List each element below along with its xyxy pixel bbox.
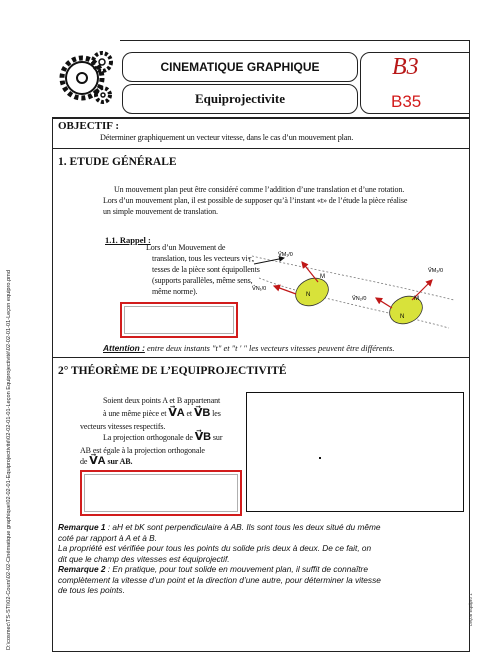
vector-va-2: V⃗A [89,455,106,467]
label-vn2: V⃗N₂/0 [352,296,367,302]
remark-2-line-1 [58,564,468,575]
subtitle-box [122,84,358,114]
remark-1-line-4: dit que le champ des vitesses est équiprojectif. [58,553,230,564]
answer-box-1[interactable] [120,302,238,338]
remark-2-label: Remarque 2 [58,564,106,574]
theorem-text: les [212,409,221,418]
section2-title: 2° THÉORÈME DE L’EQUIPROJECTIVITÉ [58,365,287,377]
solid-ellipse-1 [291,273,333,311]
rappel-line-1: Lors d’un Mouvement de [146,243,226,252]
theorem-text: de [80,457,88,466]
label-m2: M [414,296,419,302]
header-divider [52,117,470,119]
rappel-line-5: même norme). [152,287,198,296]
document-title: CINEMATIQUE GRAPHIQUE [160,60,320,74]
label-tn: Tₙ [248,258,255,264]
remark-2-line-3: de tous les points. [58,585,125,595]
section1-para-1: Un mouvement plan peut être considéré comme l’addition d’une translation et d’une rotation. [114,185,405,194]
label-n1: N [306,292,311,298]
theorem-text: sur AB. [107,457,133,466]
code-main: B3 [392,54,419,80]
velocity-vector [376,298,392,308]
remark-2-text: : En pratique, pour tout solide en mouvement plan, il suffit de connaître [105,564,368,574]
translation-arrow [254,258,284,264]
label-m1: M [320,274,325,280]
objectif-label: OBJECTIF : [58,120,120,132]
remark-1-line-1 [58,522,468,533]
theorem-line-2 [103,408,221,419]
theorem-line-1: Soient deux points A et B appartenant [103,396,221,405]
theorem-line-6 [80,456,132,467]
rappel-label: 1.1. Rappel : [105,235,151,245]
rappel-line-4: (supports parallèles, même sens, [152,276,253,285]
trajectory-line [252,256,454,300]
objectif-divider [52,148,470,149]
remarks-block [58,522,468,596]
remark-1-label: Remarque 1 [58,522,106,532]
remark-2-line-2: complètement la vitesse d’un point et la direction d’une autre, pour déterminer la vitesse [58,574,381,585]
section1-para-2: Lors d’un mouvement plan, il est possible de supposer qu’à l’instant «t» de l’étude la pièce réalise [103,196,408,205]
attention-note [103,343,394,353]
gear-logo-icon [52,40,120,118]
file-path-margin: D:\cosmec\TS-STI\02-Cours\02-02-Cinématique graphique\02-02-01-Equiprojectivité\02-02-01-01-Leçon Equiprojectivité\02-02-01-01-Leçon equipro.pmd [6,270,12,650]
attention-label: Attention : [103,343,145,353]
theorem-text: et [186,409,193,418]
rappel-line-3: tesses de la pièce sont équipollents [152,265,260,274]
vector-va: V⃗A [168,407,185,419]
velocity-vector [274,286,296,294]
label-vn1: V⃗N₁/0 [252,286,267,292]
section1-title: 1. ETUDE GÉNÉRALE [58,156,177,168]
theorem-line-3: vecteurs vitesses respectifs. [80,422,166,431]
vector-vb-2: V⃗B [194,431,212,443]
answer-box-2[interactable] [80,470,242,516]
code-sub: B35 [391,92,422,111]
rappel-line-2: translation, tous les vecteurs vi- [152,254,251,263]
attention-text: entre deux instants "t" et "t ' " les vecteurs vitesses peuvent être différents. [144,344,395,353]
remark-1-text: : aH et bK sont perpendiculaire à AB. Ils sont tous les deux situé du même [105,522,381,532]
theorem-line-4 [103,432,222,443]
theorem-text: sur [212,433,223,442]
label-vm1: V⃗M₁/0 [278,252,293,258]
remark-1-line-3: La propriété est vérifiée pour tous les points du solide pris deux à deux. De ce fait, on [58,543,372,553]
label-n2: N [400,314,405,320]
drawing-area[interactable] [246,392,464,512]
theorem-text: La projection orthogonale de [103,433,193,442]
point-marker [319,457,321,459]
theorem-line-5: AB est égale à la projection orthogonale [80,446,205,455]
translation-figure [244,238,468,338]
section-divider [52,357,470,358]
section1-para-3: un simple mouvement de translation. [103,207,218,216]
theorem-text: à une même pièce et [103,409,167,418]
remark-1-line-2: coté par rapport à A et à B. [58,532,158,543]
objectif-text: Déterminer graphiquement un vecteur vitesse, dans le cas d’un mouvement plan. [100,133,354,142]
title-box [122,52,358,82]
document-subtitle: Equiprojectivite [194,91,286,106]
solid-ellipse-2 [385,291,427,329]
label-vm2: V⃗M₂/0 [428,268,444,274]
page-reference: Leçon Equipro 1 [468,593,473,626]
vector-vb: V⃗B [193,407,211,419]
